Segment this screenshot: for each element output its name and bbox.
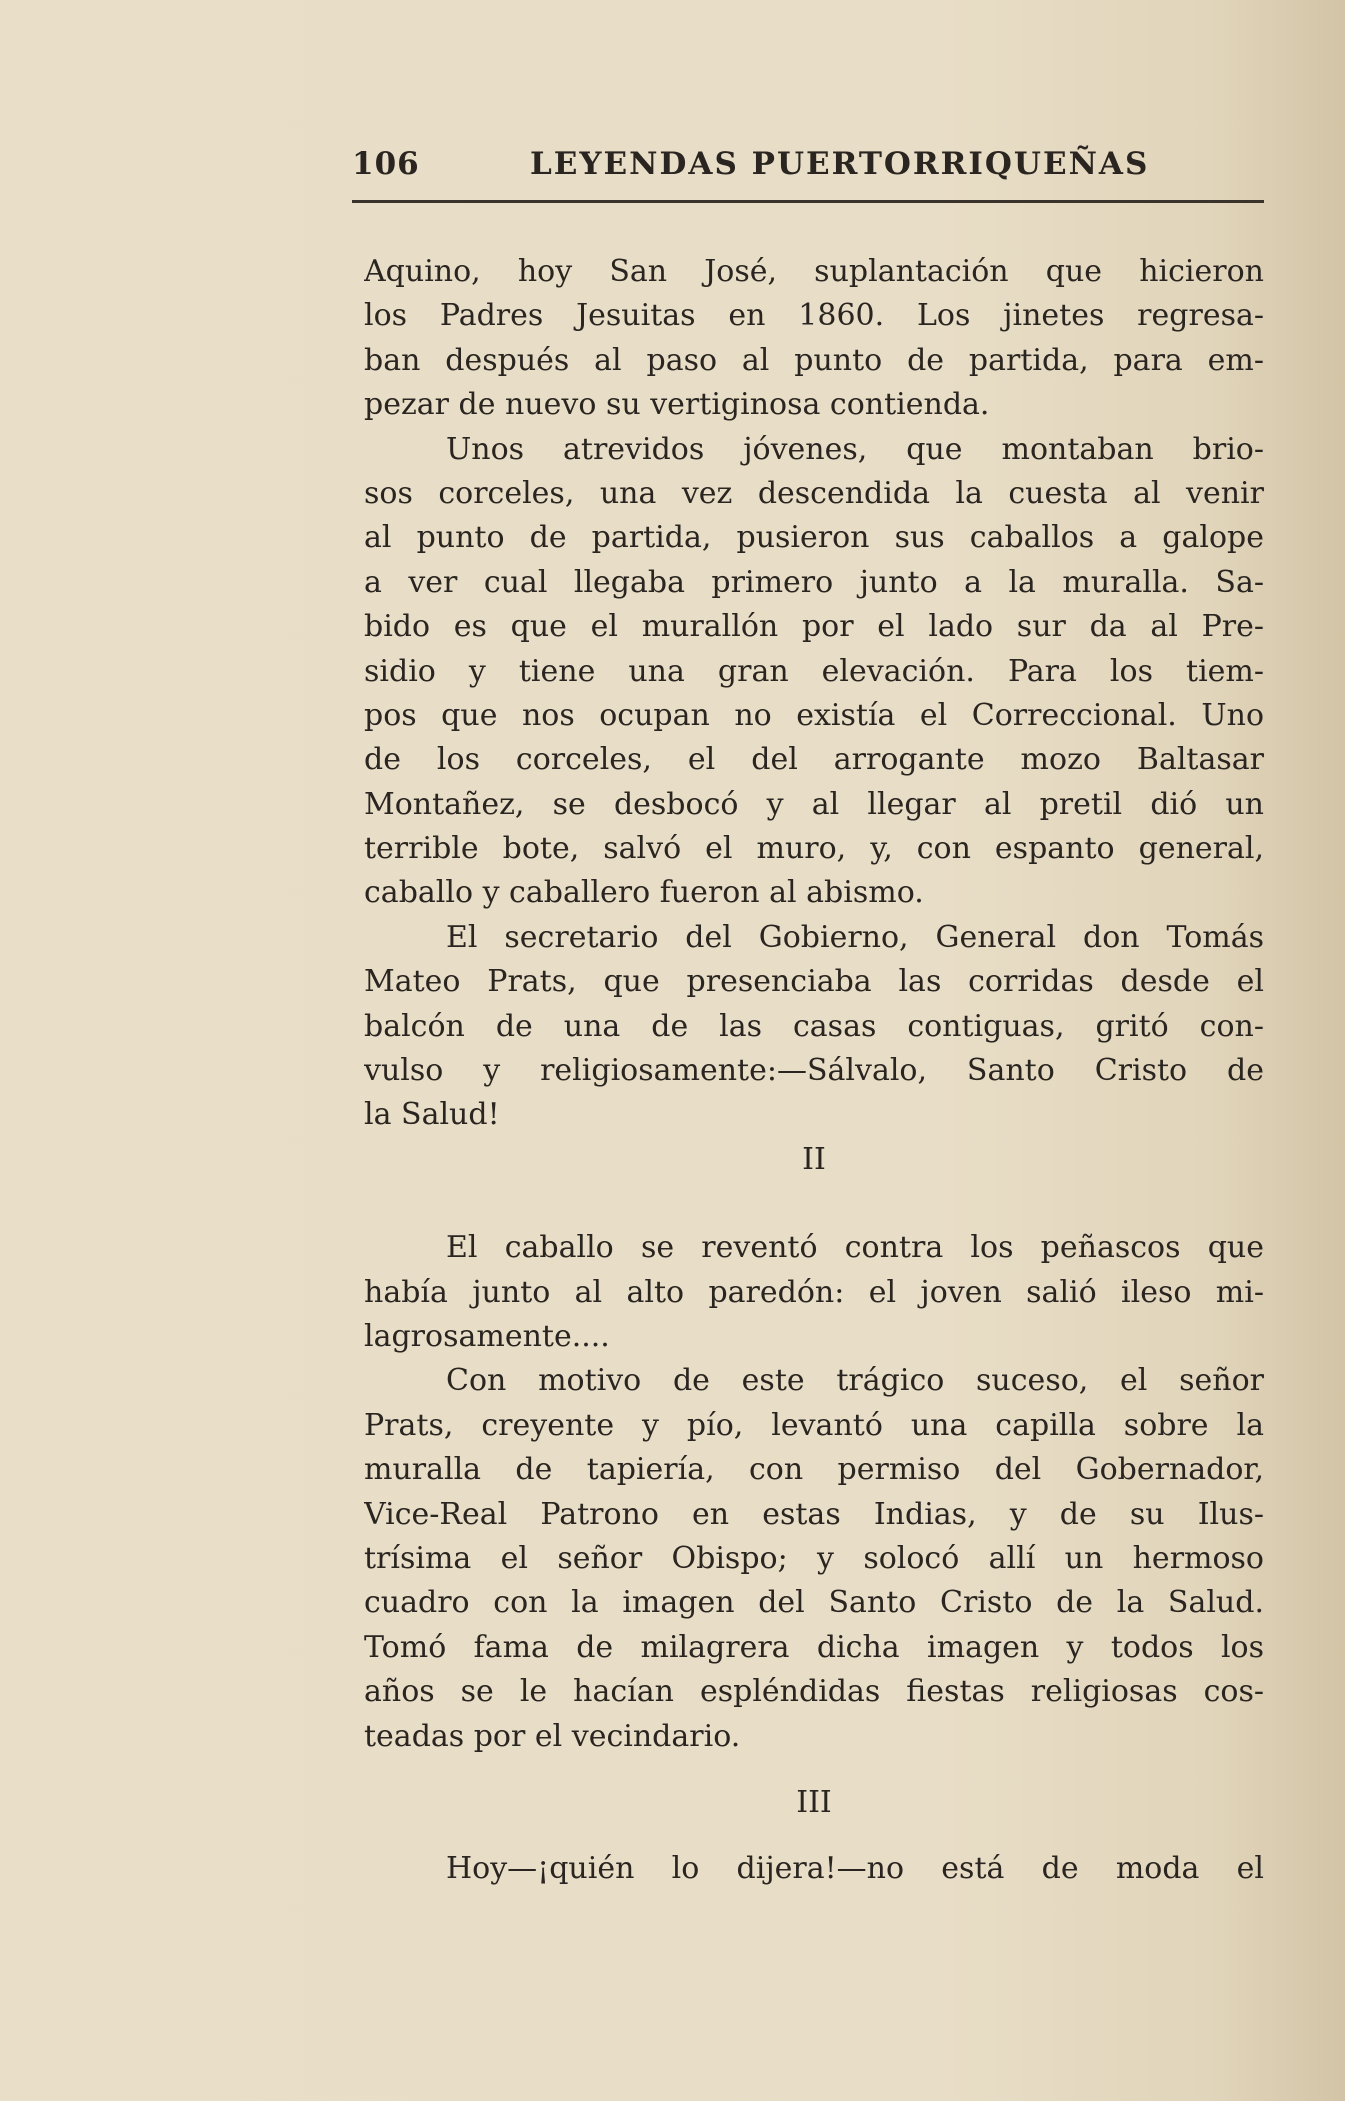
paragraph-2 (364, 428, 1264, 916)
text-line: bido es que el murallón por el lado sur da al Pre- (364, 609, 1264, 645)
text-line: los Padres Jesuitas en 1860. Los jinetes regresa- (364, 298, 1264, 334)
section-heading-ii: II (802, 1141, 826, 1177)
text-line: Hoy—¡quién lo dijera!—no está de moda el (446, 1851, 1264, 1887)
text-line: muralla de tapiería, con permiso del Gobernador, (364, 1452, 1264, 1488)
text-line: la Salud! (364, 1097, 500, 1133)
text-line: años se le hacían espléndidas fiestas religiosas cos- (364, 1674, 1264, 1710)
text-line: de los corceles, el del arrogante mozo Baltasar (364, 742, 1264, 778)
paragraph-4 (364, 1226, 1264, 1359)
paragraph-6 (364, 1847, 1264, 1891)
page-header (352, 146, 1264, 190)
body-text (364, 250, 1264, 1892)
section-gap (364, 1759, 1264, 1781)
text-line: caballo y caballero fueron al abismo. (364, 875, 924, 911)
running-title: LEYENDAS PUERTORRIQUEÑAS (530, 146, 1150, 182)
text-line: teadas por el vecindario. (364, 1718, 741, 1754)
paragraph-3 (364, 916, 1264, 1138)
text-line: terrible bote, salvó el muro, y, con espanto general, (364, 831, 1264, 867)
text-line: Aquino, hoy San José, suplantación que hicieron (364, 254, 1264, 289)
text-line: Con motivo de este trágico suceso, el señor (446, 1363, 1264, 1399)
section-gap (364, 1182, 1264, 1226)
text-line: vulso y religiosamente:—Sálvalo, Santo Cristo de (364, 1053, 1264, 1089)
text-line: pos que nos ocupan no existía el Correccional. Uno (364, 697, 1264, 733)
page-number: 106 (352, 146, 420, 182)
text-line: Unos atrevidos jóvenes, que montaban brio- (446, 431, 1264, 467)
text-line: Vice-Real Patrono en estas Indias, y de su Ilus- (364, 1496, 1264, 1532)
text-line: cuadro con la imagen del Santo Cristo de la Salud. (364, 1585, 1264, 1621)
text-line: había junto al alto paredón: el joven salió ileso mi- (364, 1274, 1264, 1310)
text-line: lagrosamente.... (364, 1318, 610, 1354)
section-gap (364, 1825, 1264, 1847)
text-line: Tomó fama de milagrera dicha imagen y todos los (364, 1629, 1264, 1665)
text-line: ban después al paso al punto de partida, para em- (364, 342, 1264, 378)
text-line: a ver cual llegaba primero junto a la muralla. Sa- (364, 564, 1264, 600)
paragraph-5 (364, 1359, 1264, 1759)
text-line: sos corceles, una vez descendida la cuesta al venir (364, 475, 1264, 511)
text-line: pezar de nuevo su vertiginosa contienda. (364, 387, 990, 423)
text-line: El secretario del Gobierno, General don Tomás (446, 919, 1264, 955)
text-line: trísima el señor Obispo; y solocó allí un hermoso (364, 1540, 1264, 1576)
text-line: Mateo Prats, que presenciaba las corridas desde el (364, 964, 1264, 1000)
header-rule (352, 200, 1264, 203)
section-heading-iii: III (796, 1784, 832, 1820)
text-line: balcón de una de las casas contiguas, gritó con- (364, 1008, 1264, 1044)
text-line: sidio y tiene una gran elevación. Para los tiem- (364, 653, 1264, 689)
text-line: El caballo se reventó contra los peñascos que (446, 1230, 1264, 1266)
text-line: al punto de partida, pusieron sus caballos a galope (364, 520, 1264, 556)
text-line: Prats, creyente y pío, levantó una capilla sobre la (364, 1407, 1264, 1443)
text-line: Montañez, se desbocó y al llegar al pretil dió un (364, 786, 1264, 822)
paragraph-1 (364, 250, 1264, 428)
